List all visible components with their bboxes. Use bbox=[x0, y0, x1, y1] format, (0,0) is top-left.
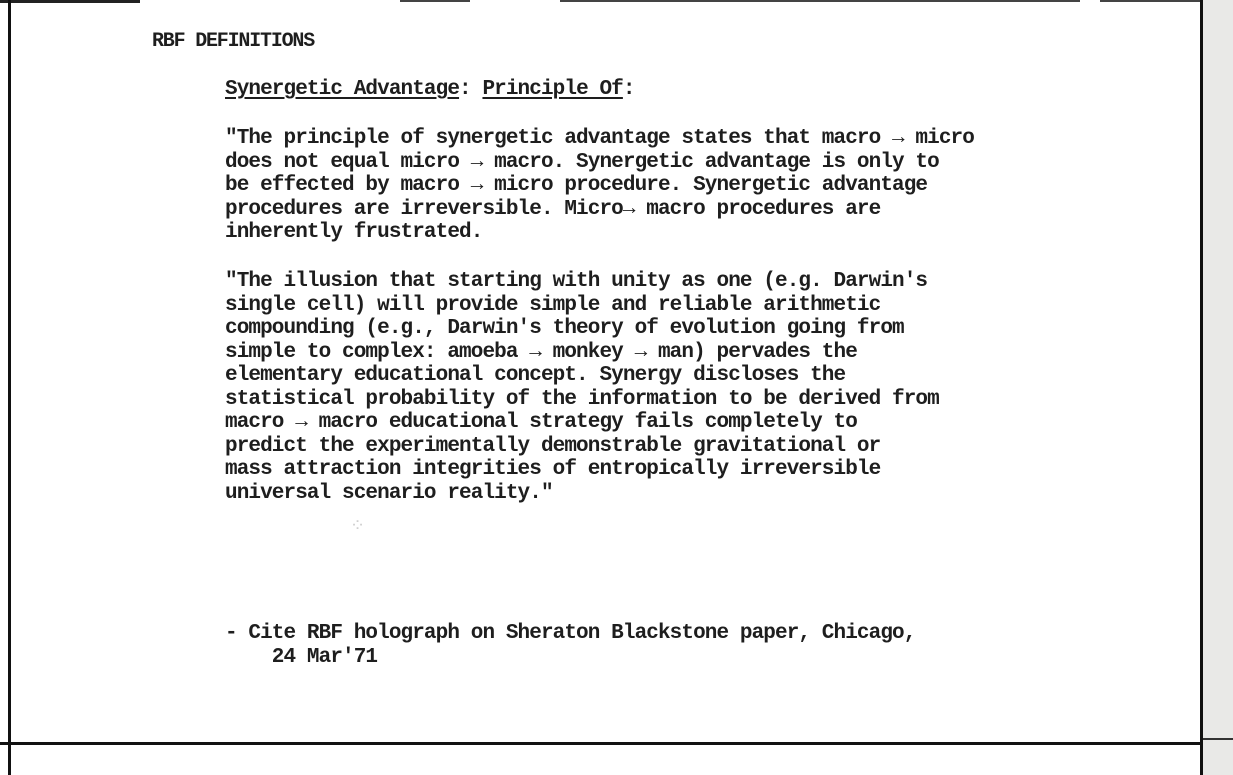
text-line: elementary educational concept. Synergy discloses the bbox=[225, 364, 846, 387]
citation bbox=[225, 622, 915, 669]
text-line: universal scenario reality." bbox=[225, 481, 553, 505]
text-line: be effected by macro → micro procedure. Synergetic advantage bbox=[225, 174, 928, 197]
text-line: macro → macro educational strategy fails completely to bbox=[225, 411, 857, 434]
definition-title bbox=[225, 78, 635, 101]
text-line: does not equal micro → macro. Synergetic advantage is only to bbox=[225, 150, 939, 174]
top-edge-fragment bbox=[400, 0, 470, 2]
quote-paragraph-1 bbox=[225, 127, 974, 245]
term-separator: : bbox=[459, 78, 483, 101]
page-heading: RBF DEFINITIONS bbox=[152, 30, 315, 53]
text-line: predict the experimentally demonstrable gravitational or bbox=[225, 434, 881, 458]
text-line: procedures are irreversible. Micro→ macro procedures are bbox=[225, 197, 881, 221]
text-line: single cell) will provide simple and reliable arithmetic bbox=[225, 293, 881, 317]
citation-line: 24 Mar'71 bbox=[225, 645, 378, 669]
text-line: "The principle of synergetic advantage states that macro → micro bbox=[225, 127, 974, 150]
next-card-left-border bbox=[8, 745, 11, 775]
text-line: mass attraction integrities of entropically irreversible bbox=[225, 458, 881, 481]
card-bottom-border bbox=[0, 742, 1203, 745]
quote-paragraph-2 bbox=[225, 270, 939, 505]
citation-line: - Cite RBF holograph on Sheraton Blackstone paper, Chicago, bbox=[225, 622, 916, 645]
subterm-label: Principle Of bbox=[482, 78, 623, 101]
text-line: simple to complex: amoeba → monkey → man) pervades the bbox=[225, 340, 857, 364]
card-left-border bbox=[8, 0, 11, 745]
text-line: inherently frustrated. bbox=[225, 221, 483, 244]
margin-rule bbox=[1203, 738, 1233, 740]
card-right-border bbox=[1200, 0, 1203, 775]
subterm-end: : bbox=[622, 78, 635, 101]
smudge-mark: ⁘ bbox=[350, 515, 366, 536]
text-line: compounding (e.g., Darwin's theory of evolution going from bbox=[225, 317, 904, 340]
term-label: Synergetic Advantage bbox=[225, 78, 460, 101]
top-edge-fragment bbox=[0, 0, 140, 3]
top-edge-fragment bbox=[560, 0, 1080, 2]
text-line: statistical probability of the information to be derived from bbox=[225, 387, 939, 411]
top-edge-fragment bbox=[1100, 0, 1200, 2]
right-margin-strip bbox=[1203, 0, 1233, 775]
text-line: "The illusion that starting with unity as one (e.g. Darwin's bbox=[225, 270, 928, 293]
